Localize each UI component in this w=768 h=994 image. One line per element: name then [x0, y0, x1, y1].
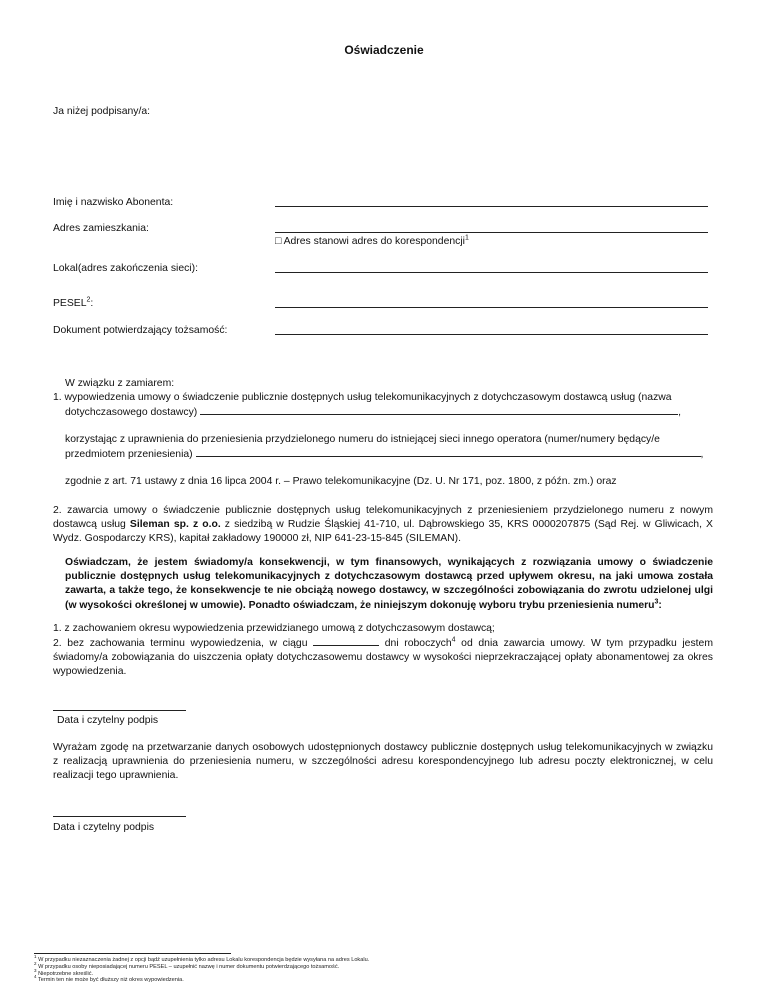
option-2-text-a: 2. bez zachowania terminu wypowiedzenia, w ciągu: [53, 638, 308, 649]
id-doc-field[interactable]: [275, 334, 708, 335]
name-field[interactable]: [275, 206, 708, 207]
signature-line-1[interactable]: [53, 710, 186, 711]
option-2-text-b: dni roboczych: [384, 638, 452, 649]
name-label: Imię i nazwisko Abonenta:: [53, 197, 174, 208]
paragraph-1: [53, 391, 713, 420]
paragraph-4: [53, 504, 713, 547]
paragraph-1-line2: dotychczasowego dostawcy) ,: [65, 407, 682, 419]
footnote-number: 3: [34, 967, 37, 973]
premises-field[interactable]: [275, 272, 708, 273]
paragraph-2-line1: korzystając z uprawnienia do przeniesienia przydzielonego numeru do istniejącej sieci innego operatora (numer/numery będący/e: [65, 434, 660, 445]
consent-text: Wyrażam zgodę na przetwarzanie danych osobowych udostępnionych dostawcy publicznie dostępnych usług telekomunikacyjnych w związku z realizacją uprawnienia do przeniesienia numeru, w szczególności adresu korespondencyjnego lub adresu poczty elektronicznej, w celu realizacji tego uprawnienia.: [53, 742, 713, 782]
document-title: Oświadczenie: [344, 43, 424, 57]
signature-label-2: Data i czytelny podpis: [53, 822, 155, 833]
declaration: Oświadczam, że jestem świadomy/a konsekwencji, w tym finansowych, wynikających z rozwiązania umowy o świadczenie publicznie dostępnych usług telekomunikacyjnych z dotychczasowym dostawcą przed upływem okresu, na jaki umowa została zawarta, a także tego, że konsekwencje te nie obciążą nowego dostawcy, w szczególności zobowiązania do zwrotu udzielonej ulgi (w wysokości określonej w umowie). Ponadto oświadczam, że niniejszym dokonuję wyboru trybu przeniesienia numeru$^3$:: [65, 557, 713, 611]
correspondence-checkbox-label: □ Adres stanowi adres do korespondencji: [275, 236, 465, 247]
signature-line-2[interactable]: [53, 816, 186, 817]
address-field[interactable]: [275, 232, 708, 233]
footnote-ref-1: 1: [464, 234, 469, 242]
premises-label: Lokal(adres zakończenia sieci):: [53, 263, 198, 274]
footnote-text: W przypadku osoby nieposiadającej numeru PESEL – uzupełnić nazwę i numer dokumentu potwierdzającego tożsamość.: [38, 963, 340, 970]
paragraph-2: [65, 433, 713, 462]
pesel-label: PESEL$^2$:: [53, 296, 94, 309]
signature-label-1: Data i czytelny podpis: [57, 715, 159, 726]
working-days-field[interactable]: [313, 636, 379, 646]
option-2: [53, 636, 713, 680]
address-label: Adres zamieszkania:: [53, 223, 149, 234]
paragraph-1-line2-text: dotychczasowego dostawcy): [65, 407, 198, 419]
numbers-field[interactable]: [196, 447, 701, 457]
body-intro: W związku z zamiarem:: [65, 378, 175, 389]
footnote-text: Termin ten nie może być dłuższy niż okres wypowiedzenia.: [37, 977, 184, 984]
declaration-text: Oświadczam, że jestem świadomy/a konsekwencji, w tym finansowych, wynikających z rozwiązania umowy o świadczenie publicznie dostępnych usług telekomunikacyjnych z dotychczasowym dostawcą przed upływem okresu, na jaki umowa została zawarta, a także tego, że konsekwencje te nie obciążą nowego dostawcy, w szczególności zobowiązania do zwrotu udzielonej ulgi (w wysokości określonej w umowie). Ponadto oświadczam, że niniejszym dokonuję wyboru trybu przeniesienia numeru: [65, 557, 713, 611]
previous-provider-field[interactable]: [200, 405, 678, 415]
pesel-field[interactable]: [275, 307, 708, 308]
paragraph-2-line2: przedmiotem przeniesienia) ,: [65, 449, 704, 461]
footnote: [34, 954, 370, 984]
footnote-4: [34, 974, 369, 984]
footnote-separator: [34, 953, 231, 954]
paragraph-3: zgodnie z art. 71 ustawy z dnia 16 lipca 2004 r. – Prawo telekomunikacyjne (Dz. U. Nr 171, poz. 1800, z późn. zm.) oraz: [65, 476, 617, 487]
paragraph-4-text-b: z siedzibą w Rudzie Śląskiej 41-710, ul. Dąbrowskiego 35, KRS 0000207875 (Sąd Rej. w Gliwicach, X Wydz. Gospodarczy KRS), kapitał zakładowy 190000 zł, NIP 641-23-15-845 (SILEMAN).: [53, 519, 713, 545]
footnote-1: [34, 954, 370, 964]
footnote-number: 2: [34, 960, 37, 966]
footnote-text: Niepotrzebne skreślić.: [38, 970, 94, 977]
paragraph-4-text-a: 2. zawarcia umowy o świadczenie publicznie dostępnych usług telekomunikacyjnych z przeniesieniem przydzielonego numeru z nowym dostawcą usług: [53, 505, 713, 531]
paragraph-2-line2-text: przedmiotem przeniesienia): [65, 449, 193, 461]
pesel-label-text: PESEL: [53, 298, 87, 309]
footnote-number: 4: [34, 974, 37, 980]
footnote-ref-2: 2: [86, 296, 91, 304]
option-1: 1. z zachowaniem okresu wypowiedzenia przewidzianego umową z dotychczasowym dostawcą;: [53, 623, 495, 634]
company-name: Sileman sp. z o.o.: [129, 519, 221, 531]
footnote-text: W przypadku niezaznaczenia żadnej z opcji bądź uzupełnienia tylko adresu Lokalu korespondencja będzie wysyłana na adres Lokalu.: [38, 957, 370, 963]
footnote-ref-3: 3: [654, 598, 659, 606]
intro-text: Ja niżej podpisany/a:: [53, 106, 151, 117]
option-2-text-c: od dnia zawarcia umowy. W tym przypadku jestem świadomy/a zobowiązania do uiszczenia opłaty dotychczasowemu dostawcy w wysokości nieprzekraczającej opłaty abonamentowej za okres wypowiedzenia.: [53, 638, 713, 678]
id-doc-label: Dokument potwierdzający tożsamość:: [53, 325, 228, 336]
footnote-number: 1: [34, 954, 37, 960]
footnote-ref-4: 4: [451, 636, 456, 644]
footnote-2: [34, 960, 369, 971]
correspondence-checkbox[interactable]: [275, 236, 469, 247]
paragraph-1-line1: 1. wypowiedzenia umowy o świadczenie publicznie dostępnych usług telekomunikacyjnych z dotychczasowym dostawcą usług (nazwa: [53, 392, 672, 403]
